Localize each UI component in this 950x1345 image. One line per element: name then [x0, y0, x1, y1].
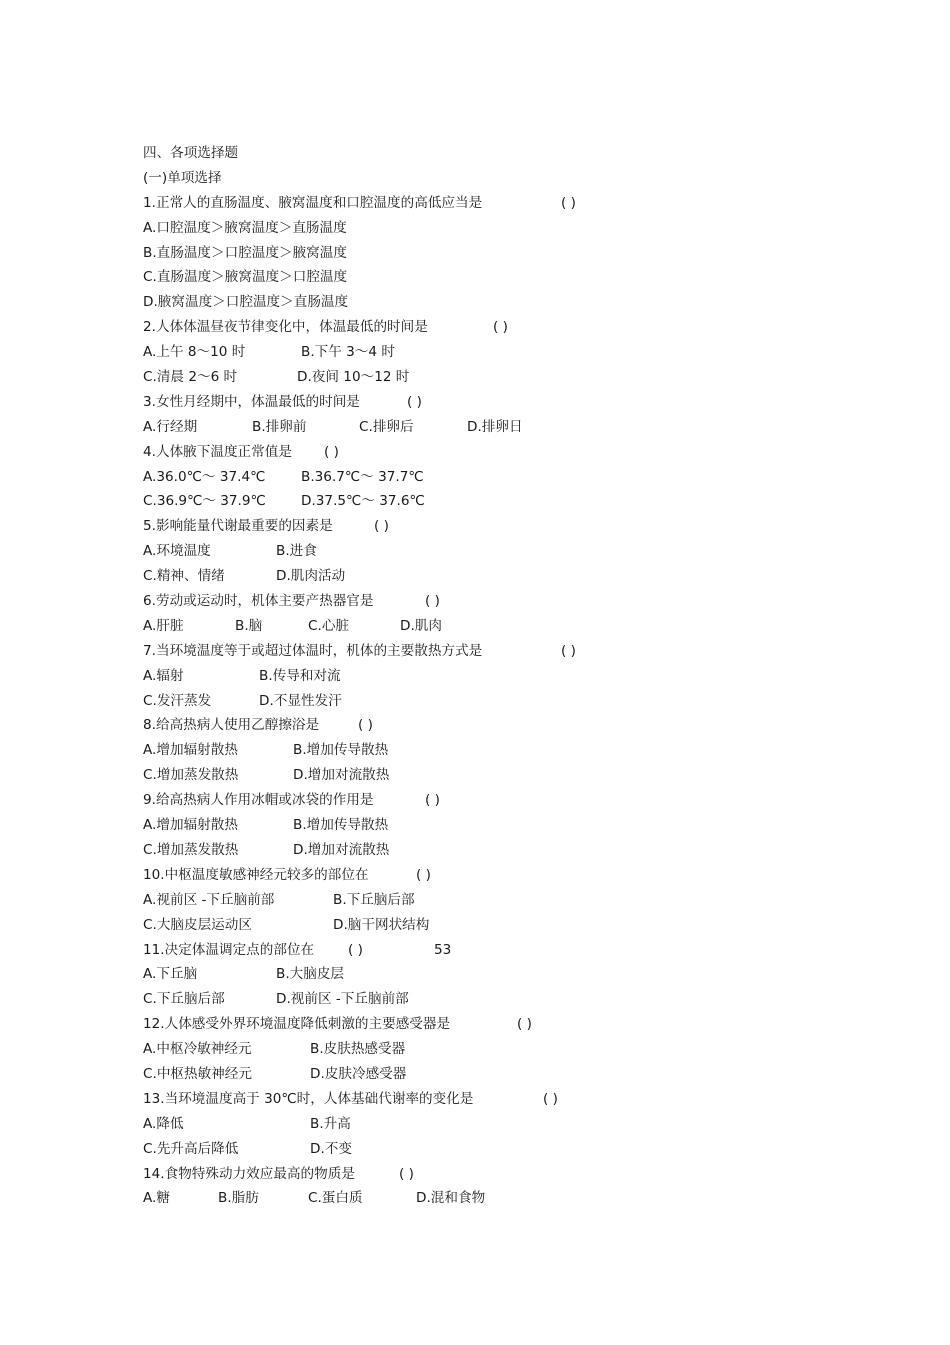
option: D.脑干网状结构	[333, 916, 430, 933]
option-line	[143, 614, 823, 639]
option: C.增加蒸发散热	[143, 767, 239, 784]
answer-parentheses: ( )	[425, 593, 440, 610]
option: C.下丘脑后部	[143, 991, 225, 1008]
option: B.36.7℃～ 37.7℃	[301, 468, 424, 485]
option: B.进食	[276, 543, 317, 560]
option: A.上午 8～10 时	[143, 344, 246, 361]
question-stem: 5.影响能量代谢最重要的因素是 ( )	[143, 514, 823, 539]
answer-parentheses: ( )	[493, 319, 508, 336]
option: B.直肠温度＞口腔温度＞腋窝温度	[143, 244, 347, 261]
option-line	[143, 1137, 823, 1162]
answer-parentheses: ( )	[561, 642, 576, 659]
option: D.37.5℃～ 37.6℃	[301, 493, 425, 510]
option-line	[143, 888, 823, 913]
option: B.脂肪	[218, 1190, 259, 1207]
option: D.排卵日	[467, 418, 523, 435]
option: A.增加辐射散热	[143, 817, 238, 834]
option: C.增加蒸发散热	[143, 841, 239, 858]
option-line	[143, 1186, 823, 1211]
option: D.增加对流散热	[293, 767, 390, 784]
question-stem: 10.中枢温度敏感神经元较多的部位在 ( )	[143, 863, 823, 888]
option-line	[143, 465, 823, 490]
option-line	[143, 415, 823, 440]
option-line	[143, 265, 823, 290]
option: D.肌肉活动	[276, 568, 346, 585]
option: D.腋窝温度＞口腔温度＞直肠温度	[143, 294, 349, 311]
option: D.皮肤冷感受器	[310, 1065, 407, 1082]
option: A.肝脏	[143, 617, 184, 634]
option-line	[143, 962, 823, 987]
answer-parentheses: ( )	[374, 518, 389, 535]
option-line	[143, 1062, 823, 1087]
option: B.大脑皮层	[276, 966, 345, 983]
option: B.排卵前	[252, 418, 307, 435]
answer-parentheses: ( )	[543, 1090, 558, 1107]
option: C.排卵后	[359, 418, 414, 435]
option: C.中枢热敏神经元	[143, 1065, 252, 1082]
option: A.下丘脑	[143, 966, 198, 983]
option: A.辐射	[143, 667, 184, 684]
option: A.行经期	[143, 418, 198, 435]
option: A.糖	[143, 1190, 170, 1207]
page-number: 53	[434, 941, 452, 958]
question-stem: 8.给高热病人使用乙醇擦浴是 ( )	[143, 713, 823, 738]
option: A.中枢冷敏神经元	[143, 1041, 252, 1058]
section-title: 四、各项选择题	[143, 145, 239, 161]
question-stem: 4.人体腋下温度正常值是 ( )	[143, 440, 823, 465]
option: B.下午 3～4 时	[301, 344, 395, 361]
option: D.混和食物	[416, 1190, 486, 1207]
option-line	[143, 340, 823, 365]
option: A.环境温度	[143, 543, 211, 560]
question-stem: 6.劳动或运动时，机体主要产热器官是 ( )	[143, 589, 823, 614]
question-stem: 1.正常人的直肠温度、腋窝温度和口腔温度的高低应当是 ( )	[143, 191, 823, 216]
option: D.增加对流散热	[293, 841, 390, 858]
option-line	[143, 1037, 823, 1062]
option-line	[143, 689, 823, 714]
answer-parentheses: ( )	[561, 194, 576, 211]
option: B.增加传导散热	[293, 817, 389, 834]
question-stem: 13.当环境温度高于 30℃时，人体基础代谢率的变化是 ( )	[143, 1087, 823, 1112]
option-line	[143, 664, 823, 689]
option-line	[143, 241, 823, 266]
option: A.36.0℃～ 37.4℃	[143, 468, 266, 485]
answer-parentheses: ( )	[324, 443, 339, 460]
option: C.大脑皮层运动区	[143, 916, 252, 933]
option-line	[143, 290, 823, 315]
option: C.先升高后降低	[143, 1140, 239, 1157]
option: C.清晨 2～6 时	[143, 369, 238, 386]
option: C.心脏	[308, 617, 350, 634]
option: C.精神、情绪	[143, 568, 225, 585]
option: B.下丘脑后部	[333, 891, 415, 908]
option: A.视前区 -下丘脑前部	[143, 891, 275, 908]
answer-parentheses: ( )	[358, 717, 373, 734]
option-line	[143, 813, 823, 838]
question-stem: 14.食物特殊动力效应最高的物质是 ( )	[143, 1162, 823, 1187]
option: B.脑	[235, 617, 263, 634]
option: C.36.9℃～ 37.9℃	[143, 493, 266, 510]
option: B.升高	[310, 1115, 351, 1132]
document-page	[143, 141, 823, 1211]
question-stem: 3.女性月经期中，体温最低的时间是 ( )	[143, 390, 823, 415]
option: D.不显性发汗	[259, 692, 342, 709]
option-line	[143, 763, 823, 788]
answer-parentheses: ( )	[425, 792, 440, 809]
option-line	[143, 987, 823, 1012]
answer-parentheses: ( )	[517, 1016, 532, 1033]
option: D.肌肉	[400, 617, 442, 634]
option-line	[143, 738, 823, 763]
option: B.传导和对流	[259, 667, 341, 684]
answer-parentheses: ( )	[399, 1165, 414, 1182]
option: A.口腔温度＞腋窝温度＞直肠温度	[143, 219, 347, 236]
option-line	[143, 838, 823, 863]
option-line	[143, 539, 823, 564]
option: D.不变	[310, 1140, 352, 1157]
question-stem: 11.决定体温调定点的部位在 ( ) 53	[143, 938, 823, 963]
subsection-title: (一)单项选择	[143, 169, 222, 186]
option: A.增加辐射散热	[143, 742, 238, 759]
option: A.降低	[143, 1115, 184, 1132]
option: B.增加传导散热	[293, 742, 389, 759]
option-line	[143, 564, 823, 589]
option: B.皮肤热感受器	[310, 1041, 406, 1058]
question-stem: 12.人体感受外界环境温度降低刺激的主要感受器是 ( )	[143, 1012, 823, 1037]
question-stem: 9.给高热病人作用冰帽或冰袋的作用是 ( )	[143, 788, 823, 813]
question-stem: 2.人体体温昼夜节律变化中，体温最低的时间是 ( )	[143, 315, 823, 340]
option-line	[143, 365, 823, 390]
question-stem: 7.当环境温度等于或超过体温时，机体的主要散热方式是 ( )	[143, 639, 823, 664]
option-line	[143, 216, 823, 241]
option-line	[143, 1112, 823, 1137]
option: D.夜间 10～12 时	[297, 369, 410, 386]
option-line	[143, 913, 823, 938]
option: C.蛋白质	[308, 1190, 363, 1207]
option: C.发汗蒸发	[143, 692, 212, 709]
answer-parentheses: ( )	[407, 393, 422, 410]
option: D.视前区 -下丘脑前部	[276, 991, 409, 1008]
option: C.直肠温度＞腋窝温度＞口腔温度	[143, 269, 348, 286]
option-line	[143, 489, 823, 514]
answer-parentheses: ( )	[416, 866, 431, 883]
answer-parentheses: ( )	[348, 941, 363, 958]
